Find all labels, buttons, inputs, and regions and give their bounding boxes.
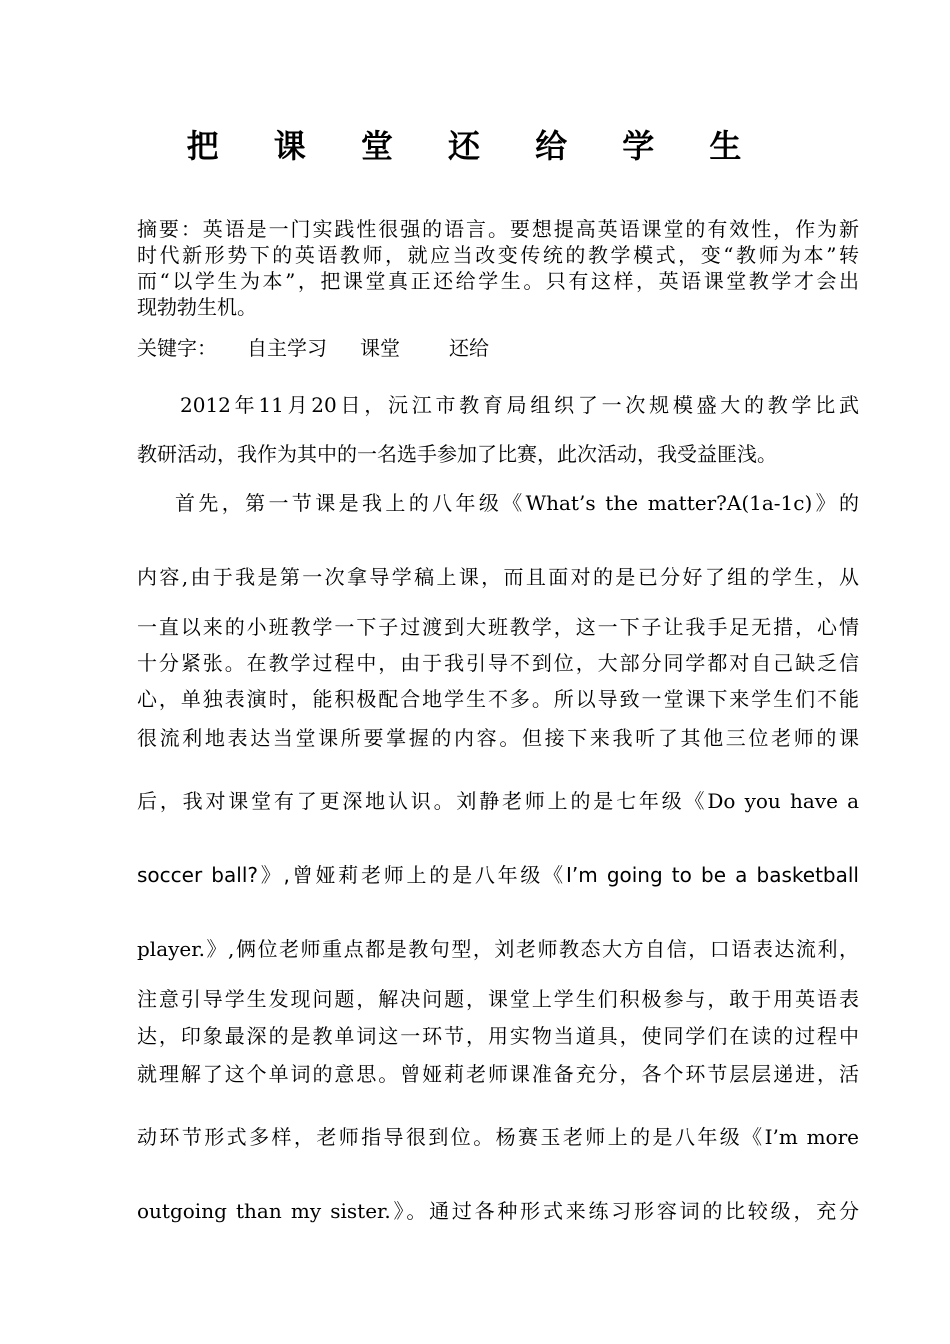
body-line: 教研活动，我作为其中的一名选手参加了比赛，此次活动，我受益匪浅。: [137, 442, 777, 466]
abstract-line: 时代新形势下的英语教师，就应当改变传统的教学模式，变“教师为本”转: [137, 243, 859, 267]
keyword-item: 还给: [449, 336, 489, 360]
abstract-line: 而“以学生为本”，把课堂真正还给学生。只有这样，英语课堂教学才会出: [137, 269, 859, 293]
document-title: 把 课 堂 还 给 学 生: [186, 127, 764, 165]
body-line: 很流利地表达当堂课所要掌握的内容。但接下来我听了其他三位老师的课: [137, 726, 859, 750]
abstract-line: 摘要：英语是一门实践性很强的语言。要想提高英语课堂的有效性，作为新: [137, 217, 859, 241]
body-line: 内容,由于我是第一次拿导学稿上课，而且面对的是已分好了组的学生，从: [137, 565, 859, 589]
body-line: player.》,俩位老师重点都是教句型，刘老师教态大方自信，口语表达流利，: [137, 937, 859, 961]
keywords-label: 关键字：: [137, 336, 217, 360]
abstract-line: 现勃勃生机。: [137, 295, 257, 319]
body-line: 2012年11月20日，沅江市教育局组织了一次规模盛大的教学比武: [180, 393, 859, 417]
body-line: 十分紧张。在教学过程中，由于我引导不到位，大部分同学都对自己缺乏信: [137, 651, 859, 675]
body-line: 动环节形式多样，老师指导很到位。杨赛玉老师上的是八年级《I’m more: [137, 1125, 859, 1149]
body-line: 心，单独表演时，能积极配合地学生不多。所以导致一堂课下来学生们不能: [137, 687, 859, 711]
body-line: 注意引导学生发现问题，解决问题，课堂上学生们积极参与，敢于用英语表: [137, 987, 859, 1011]
body-line: outgoing than my sister.》。通过各种形式来练习形容词的比较级，充分: [137, 1199, 859, 1223]
body-line: 达，印象最深的是教单词这一环节，用实物当道具，使同学们在读的过程中: [137, 1024, 859, 1048]
body-line: 就理解了这个单词的意思。曾娅莉老师课准备充分，各个环节层层递进，活: [137, 1062, 859, 1086]
body-line: 首先，第一节课是我上的八年级《What’s the matter?A(1a-1c)》的: [175, 491, 859, 515]
keyword-item: 自主学习: [247, 336, 327, 360]
keyword-item: 课堂: [360, 336, 400, 360]
body-line: 一直以来的小班教学一下子过渡到大班教学，这一下子让我手足无措，心情: [137, 615, 859, 639]
body-line: soccer ball?》,曾娅莉老师上的是八年级《I’m going to be a basketball: [137, 863, 859, 887]
body-line: 后，我对课堂有了更深地认识。刘静老师上的是七年级《Do you have a: [137, 789, 859, 813]
